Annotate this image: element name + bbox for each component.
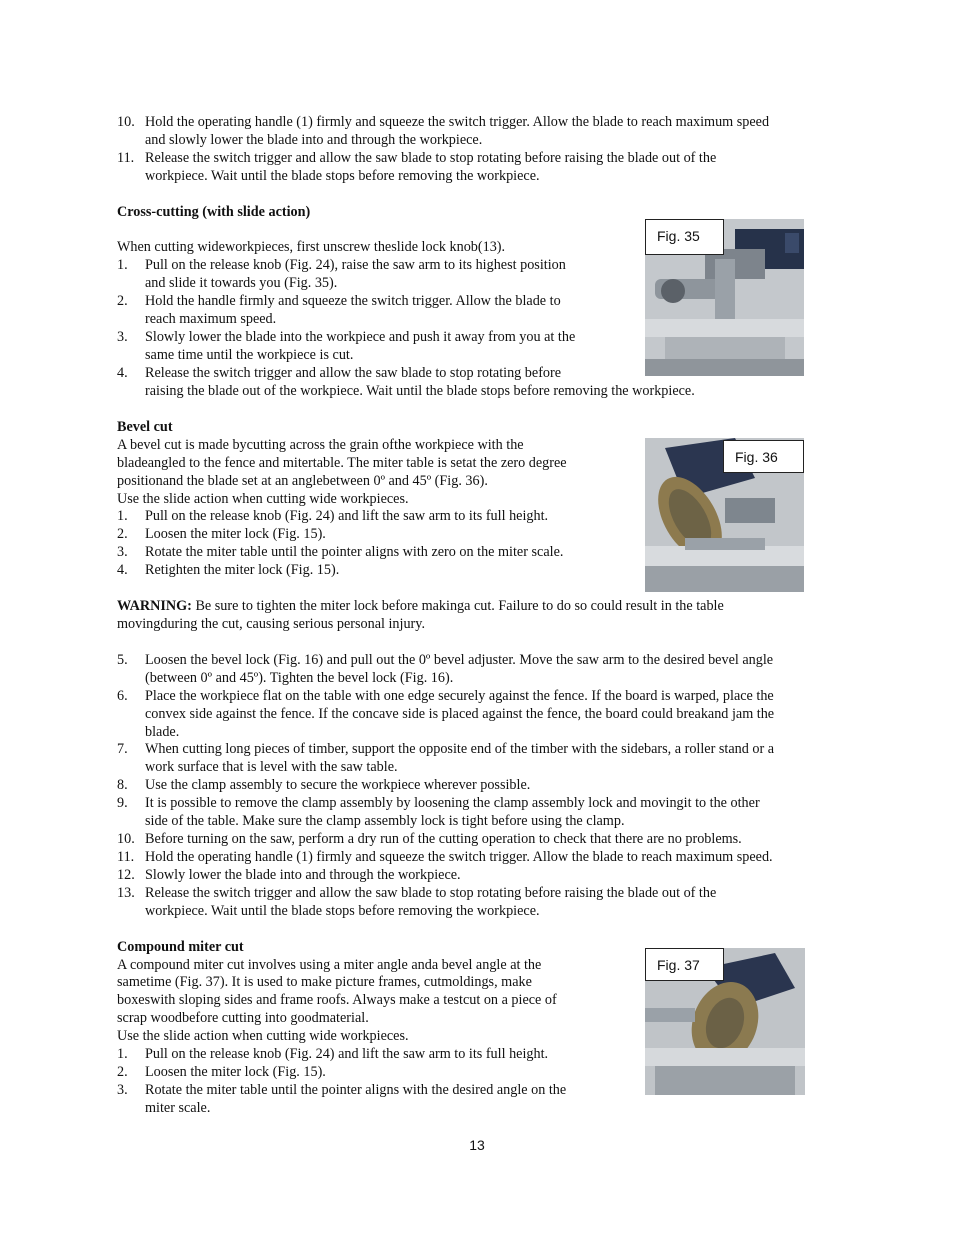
step-text: blade. xyxy=(145,724,180,740)
step-number: 1. xyxy=(117,1046,128,1062)
section-intro: sametime (Fig. 37). It is used to make picture frames, cutmoldings, make xyxy=(117,974,532,990)
step-text: Release the switch trigger and allow the saw blade to stop rotating before raising the blade out of the xyxy=(145,885,717,901)
step-text: Rotate the miter table until the pointer aligns with zero on the miter scale. xyxy=(145,544,564,560)
step-number: 4. xyxy=(117,562,128,578)
step-number: 11. xyxy=(117,849,135,865)
step-text: When cutting long pieces of timber, support the opposite end of the timber with the sidebars, a roller stand or a xyxy=(145,741,775,757)
step-text: Rotate the miter table until the pointer aligns with the desired angle on the xyxy=(145,1082,567,1098)
warning-text: Be sure to tighten the miter lock before makinga cut. Failure to do so could result in the table xyxy=(191,598,724,614)
figure-label: Fig. 37 xyxy=(645,948,724,981)
step-text: Use the clamp assembly to secure the workpiece wherever possible. xyxy=(145,777,531,793)
step-number: 1. xyxy=(117,508,128,524)
figure-35-photo xyxy=(645,219,804,376)
figure-label: Fig. 36 xyxy=(723,440,804,473)
step-number: 6. xyxy=(117,688,128,704)
step-text: work surface that is level with the saw table. xyxy=(145,759,398,775)
step-number: 10. xyxy=(117,114,135,130)
step-number: 12. xyxy=(117,867,135,883)
step-text: Hold the operating handle (1) firmly and squeeze the switch trigger. Allow the blade to reach maximum speed. xyxy=(145,849,773,865)
step-text: Pull on the release knob (Fig. 24) and lift the saw arm to its full height. xyxy=(145,1046,549,1062)
step-text: Slowly lower the blade into and through the workpiece. xyxy=(145,867,461,883)
step-number: 1. xyxy=(117,257,128,273)
section-heading: Compound miter cut xyxy=(117,939,244,955)
section-intro: Use the slide action when cutting wide workpieces. xyxy=(117,1028,409,1044)
step-number: 13. xyxy=(117,885,135,901)
step-number: 9. xyxy=(117,795,128,811)
section-intro: A compound miter cut involves using a miter angle anda bevel angle at the xyxy=(117,957,542,973)
step-number: 8. xyxy=(117,777,128,793)
step-number: 5. xyxy=(117,652,128,668)
step-text: Pull on the release knob (Fig. 24) and lift the saw arm to its full height. xyxy=(145,508,549,524)
step-text: Retighten the miter lock (Fig. 15). xyxy=(145,562,340,578)
step-number: 2. xyxy=(117,526,128,542)
step-text: Release the switch trigger and allow the saw blade to stop rotating before xyxy=(145,365,562,381)
step-text: Place the workpiece flat on the table with one edge securely against the fence. If the board is warped, place the xyxy=(145,688,774,704)
section-heading: Bevel cut xyxy=(117,419,173,435)
warning-label: WARNING: xyxy=(117,598,192,614)
step-number: 3. xyxy=(117,544,128,560)
step-text: raising the blade out of the workpiece. Wait until the blade stops before removing the workpiece. xyxy=(145,383,695,399)
figure-label: Fig. 35 xyxy=(645,219,724,255)
step-number: 7. xyxy=(117,741,128,757)
step-number: 3. xyxy=(117,1082,128,1098)
warning-text: movingduring the cut, causing serious personal injury. xyxy=(117,616,425,632)
step-text: side of the table. Make sure the clamp assembly lock is tight before using the clamp. xyxy=(145,813,625,829)
step-text: workpiece. Wait until the blade stops before removing the workpiece. xyxy=(145,168,540,184)
step-number: 3. xyxy=(117,329,128,345)
section-intro: bladeangled to the fence and mitertable. The miter table is setat the zero degree xyxy=(117,455,567,471)
section-heading: Cross-cutting (with slide action) xyxy=(117,204,311,220)
page-number: 13 xyxy=(469,1137,485,1153)
step-text: (between 0º and 45º). Tighten the bevel lock (Fig. 16). xyxy=(145,670,454,686)
step-text: Loosen the miter lock (Fig. 15). xyxy=(145,1064,326,1080)
step-text: workpiece. Wait until the blade stops before removing the workpiece. xyxy=(145,903,540,919)
step-text: and slide it towards you (Fig. 35). xyxy=(145,275,338,291)
step-text: Release the switch trigger and allow the saw blade to stop rotating before raising the blade out of the xyxy=(145,150,717,166)
step-number: 11. xyxy=(117,150,135,166)
step-text: Before turning on the saw, perform a dry run of the cutting operation to check that there are no problems. xyxy=(145,831,742,847)
step-text: Loosen the bevel lock (Fig. 16) and pull out the 0º bevel adjuster. Move the saw arm to the desired bevel angle xyxy=(145,652,774,668)
section-intro: scrap woodbefore cutting into goodmaterial. xyxy=(117,1010,369,1026)
section-intro: boxeswith sloping sides and frame roofs. Always make a testcut on a piece of xyxy=(117,992,557,1008)
step-text: convex side against the fence. If the concave side is placed against the fence, the board could breakand jam the xyxy=(145,706,775,722)
step-text: It is possible to remove the clamp assembly by loosening the clamp assembly lock and movingit to the other xyxy=(145,795,760,811)
step-text: reach maximum speed. xyxy=(145,311,277,327)
section-intro: A bevel cut is made bycutting across the grain ofthe workpiece with the xyxy=(117,437,524,453)
section-intro: positionand the blade set at an anglebetween 0º and 45º (Fig. 36). xyxy=(117,473,488,489)
step-text: Pull on the release knob (Fig. 24), raise the saw arm to its highest position xyxy=(145,257,566,273)
figure-37-photo xyxy=(645,948,805,1095)
step-text: and slowly lower the blade into and through the workpiece. xyxy=(145,132,483,148)
step-text: Loosen the miter lock (Fig. 15). xyxy=(145,526,326,542)
step-text: Hold the handle firmly and squeeze the switch trigger. Allow the blade to xyxy=(145,293,561,309)
step-number: 4. xyxy=(117,365,128,381)
step-number: 2. xyxy=(117,1064,128,1080)
step-text: Slowly lower the blade into the workpiece and push it away from you at the xyxy=(145,329,576,345)
step-number: 2. xyxy=(117,293,128,309)
step-text: miter scale. xyxy=(145,1100,211,1116)
step-number: 10. xyxy=(117,831,135,847)
figure-36-photo xyxy=(645,438,804,592)
step-text: Hold the operating handle (1) firmly and squeeze the switch trigger. Allow the blade to reach maximum speed xyxy=(145,114,770,130)
section-intro: When cutting wideworkpieces, first unscrew theslide lock knob(13). xyxy=(117,239,506,255)
step-text: same time until the workpiece is cut. xyxy=(145,347,354,363)
section-intro: Use the slide action when cutting wide workpieces. xyxy=(117,491,409,507)
